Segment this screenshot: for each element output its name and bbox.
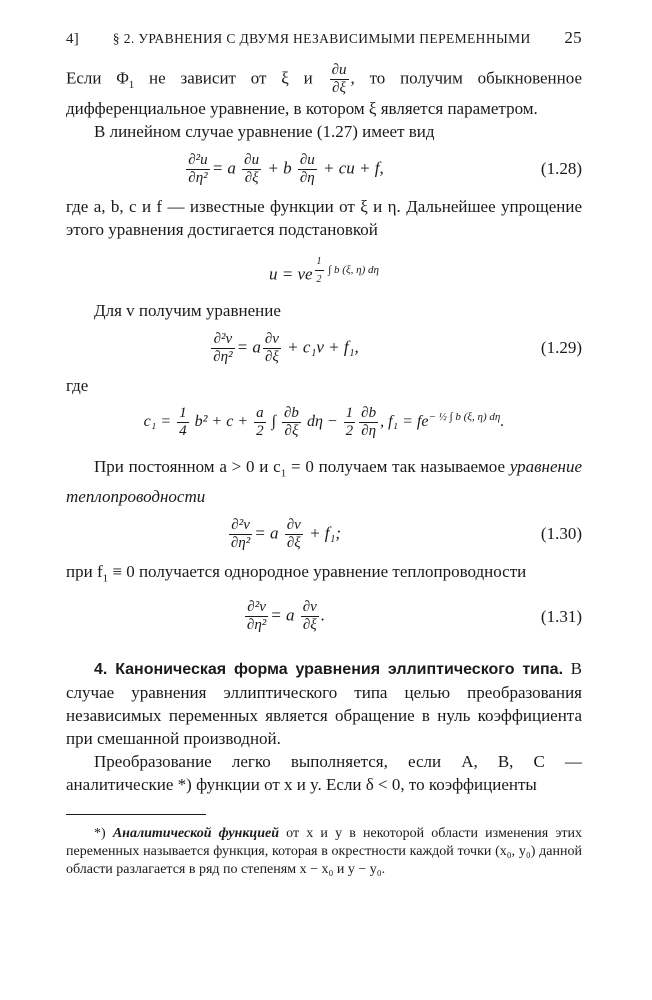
page [66, 28, 582, 879]
footnote: *) Аналитической функцией от x и y в некоторой области изменения этих переменных называется функция, которая в окрестности каждой точки (x₀, y₀) данной области разлагается в ряд по степеням x − x₀ и y − y₀. [66, 825, 582, 877]
section-mark: 4] [66, 31, 80, 47]
page-header [66, 28, 582, 48]
paragraph-7: при $f_1 \equiv 0$ получается однородное уравнение теплопроводности [66, 562, 527, 585]
paragraph-3: где a, b, c и f — известные функции от ξ и η. Дальнейшее упрощение этого уравнения достигается подстановкой [66, 197, 582, 239]
paragraph-6: При постоянном a > 0 и $c_1 = 0$ получаем так называемое уравнение теплопроводности [66, 457, 583, 507]
equation-number: (1.30) [540, 524, 582, 544]
equation-1-30: $\frac{\text{∂²v}}{\text{∂η²}}$ = a $\frac{\partial v}{\partial\xi}$ + f₁; (1.30) [230, 516, 582, 551]
running-title: § 2. УРАВНЕНИЯ С ДВУМЯ НЕЗАВИСИМЫМИ ПЕРЕМЕННЫМИ [112, 31, 531, 46]
equation-number: (1.29) [540, 338, 582, 357]
paragraph-5: где [66, 376, 89, 395]
equation-number: (1.31) [540, 606, 582, 626]
coefficient-formulas: c₁ = $\frac{1}{4}$ b² + c + $\frac{a}{2}$ ∫ $\frac{\partial b}{\partial\xi}$ dη − $\frac{1}{2}$ $\frac{\partial b}{\partial\eta}$ , $f_1 = fe^{- \frac{1}{2} \int b (\xi, \eta) d\eta}$. [143, 404, 505, 439]
page-number: 25 [564, 28, 582, 47]
paragraph-9: Преобразование легко выполняется, если A, B, C — аналитические *) функции от x и y. Если δ < 0, то коэффициенты [66, 751, 582, 794]
substitution-formula: u = ve $^{\frac{1}{2} \int b (\xi, \eta) d\eta}$ [66, 241, 582, 299]
paragraph-1: Если $\Phi_1$ не зависит от ξ и $\frac{\partial u}{\partial\xi}$ , то получим обыкновенное дифференциальное уравнение, в котором ξ является параметром. [66, 62, 583, 118]
section-heading: 4. Каноническая форма уравнения эллиптического типа. [94, 660, 564, 678]
paragraph-2: В линейном случае уравнение (1.27) имеет вид [94, 122, 435, 141]
paragraph-8: 4. Каноническая форма уравнения эллиптического типа. В случае уравнения эллиптического типа целью преобразования независимых переменных является обращение в нуль коэффициента при смешанной производной. [66, 658, 583, 748]
equation-1-28: $\frac{\text{∂²u}}{\text{∂η²}}$ = a $\frac{\partial u}{\partial\xi}$ + b $\frac{\partial u}{\partial\eta}$ + cu + f, (1.28) [188, 151, 582, 186]
equation-1-29: $\frac{\text{∂²v}}{\text{∂η²}}$ = a $\frac{\partial v}{\partial\xi}$ + c₁v + f₁, (1.29) [213, 330, 582, 365]
equation-number: (1.28) [540, 159, 582, 178]
footnote-rule [66, 814, 206, 815]
equation-1-31: $\frac{\text{∂²v}}{\text{∂η²}}$ = a $\frac{\partial v}{\partial\xi}$ . (1.31) [246, 599, 582, 634]
paragraph-4: Для v получим уравнение [94, 301, 281, 320]
